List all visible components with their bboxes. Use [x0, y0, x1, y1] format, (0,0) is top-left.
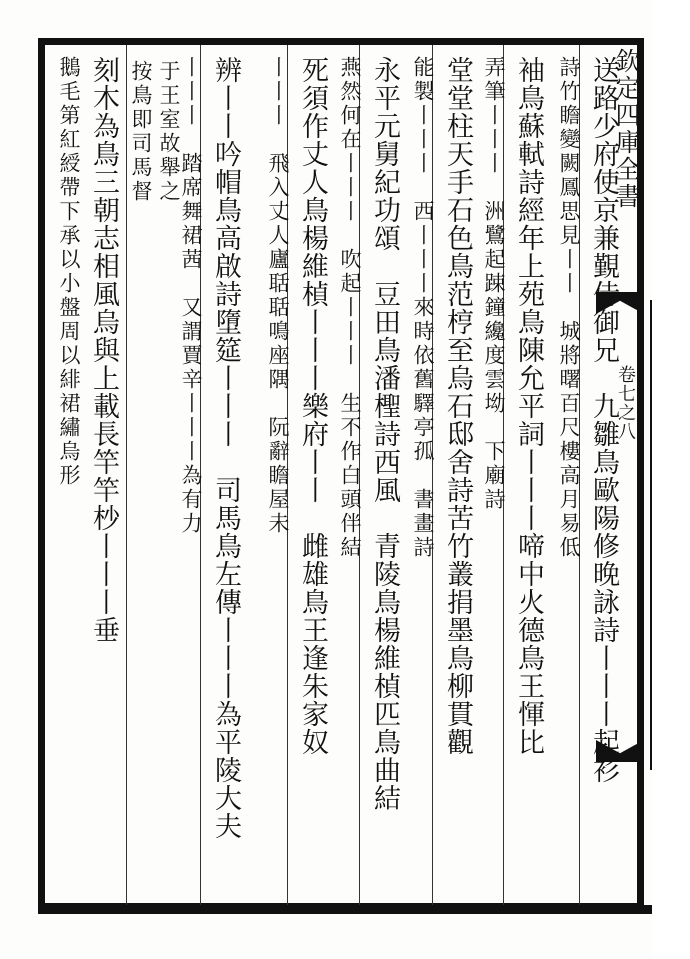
text-column: 詩竹瞻變闕鳳思見丨丨 城將曙百尺樓高月易低 [557, 56, 581, 560]
edge-line [650, 300, 652, 770]
page-edge [652, 0, 690, 959]
text-column: 丨丨丨 飛入丈人廬聒聒鳴座隅 阮辭瞻屋未 [266, 56, 290, 536]
book-title: 欽定四庫全書 [612, 48, 641, 210]
text-column: 袖鳥蘇軾詩經年上苑鳥陳允平詞丨丨丨啼中火德鳥王惲比 [513, 56, 544, 756]
text-column: 辨丨丨吟帽鳥高啟詩墮筵丨丨丨 司馬鳥左傳丨丨丨為平陵大夫 [210, 56, 241, 840]
text-column: 丨丨丨 踏席舞裙茜 又謂賈辛丨丨丨為有力 [179, 56, 203, 536]
text-column: 能製丨丨丨 西丨丨丨來時依舊驛亭孤 書畫詩 [411, 56, 435, 560]
text-column: 送路少府使京兼覲侍御兄 九雛鳥歐陽修晚詠詩丨丨丨起衫 [588, 56, 619, 784]
note-column: 按鳥即司馬督 [129, 60, 153, 204]
text-column: 永平元舅紀功頌 豆田鳥潘檉詩西風 青陵鳥楊維楨匹鳥曲結 [369, 56, 400, 812]
text-column: 鵝毛第紅綬帶下承以小盤周以緋裙繡烏形 [57, 56, 81, 488]
frame-bottom-border [38, 905, 656, 914]
volume-label: 卷七之八 [615, 365, 636, 441]
text-column: 弄筆丨丨丨 洲鷺起踈鐘纔度雲坳 下廟詩 [482, 56, 506, 512]
text-column: 刻木為鳥三朝志相風烏與上載長竿竿杪丨丨丨垂 [88, 56, 119, 644]
text-column: 死須作丈人鳥楊維楨丨丨丨樂府丨丨 雌雄鳥王逢朱家奴 [297, 56, 328, 756]
note-column: 于王室故舉之 [157, 60, 181, 204]
text-column: 堂堂柱天手石色鳥范梈至烏石邸舍詩苦竹叢捐墨鳥柳貫觀 [442, 56, 473, 756]
text-column: 燕然何在丨丨丨 吹起丨丨丨 生不作白頭伴結 [338, 56, 362, 560]
